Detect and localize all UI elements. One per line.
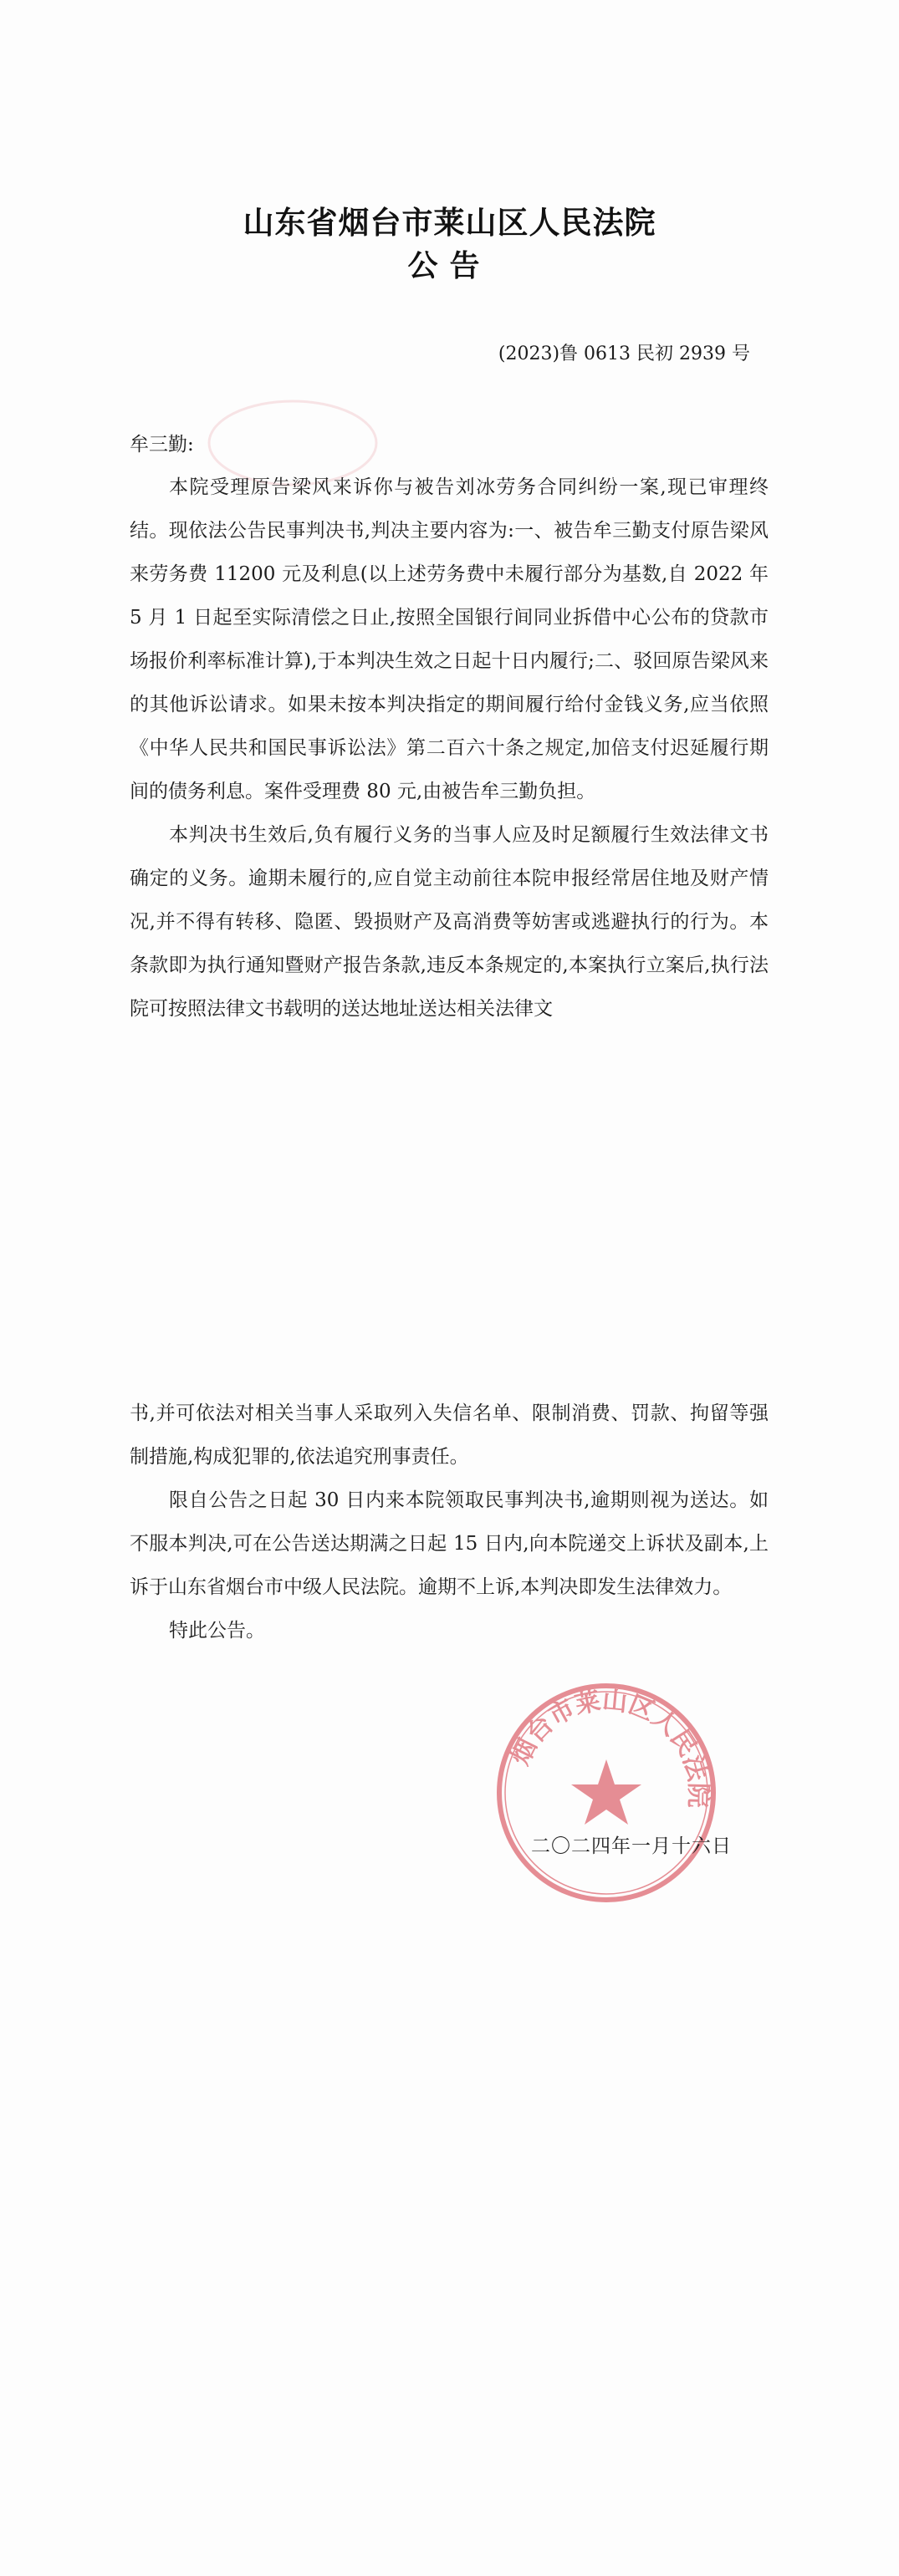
continuation-paragraph: 书,并可依法对相关当事人采取列入失信名单、限制消费、罚款、拘留等强制措施,构成犯罪的,依法追究刑事责任。	[130, 1403, 769, 1468]
court-seal-icon	[493, 1680, 719, 1906]
performance-paragraph: 本判决书生效后,负有履行义务的当事人应及时足额履行生效法律文书确定的义务。逾期未履行的,应自觉主动前往本院申报经常居住地及财产情况,并不得有转移、隐匿、毁损财产及高消费等妨害或逃避执行的行为。本条款即为执行通知暨财产报告条款,违反本条规定的,本案执行立案后,执行法院可按照法律文书载明的送达地址送达相关法律文	[130, 824, 769, 1020]
judgment-paragraph: 本院受理原告梁风来诉你与被告刘冰劳务合同纠纷一案,现已审理终结。现依法公告民事判决书,判决主要内容为:一、被告牟三勤支付原告梁风来劳务费 11200 元及利息(以上述劳务费中未履行部分为基数,自 2022 年 5 月 1 日起至实际清偿之日止,按照全国银行间同业拆借中心公布的贷款市场报价利率标准计算),于本判决生效之日起十日内履行;二、驳回原告梁风来的其他诉讼请求。如果未按本判决指定的期间履行给付金钱义务,应当依照《中华人民共和国民事诉讼法》第二百六十条之规定,加倍支付迟延履行期间的债务利息。案件受理费 80 元,由被告牟三勤负担。	[130, 476, 769, 802]
service-paragraph: 限自公告之日起 30 日内来本院领取民事判决书,逾期则视为送达。如不服本判决,可在公告送达期满之日起 15 日内,向本院递交上诉状及副本,上诉于山东省烟台市中级人民法院。逾期不上诉,本判决即发生法律效力。	[130, 1489, 769, 1598]
case-number: (2023)鲁 0613 民初 2939 号	[498, 344, 750, 364]
court-name: 山东省烟台市莱山区人民法院	[243, 204, 656, 241]
notice-date: 二〇二四年一月十六日	[531, 1835, 732, 1857]
notice-title: 公告	[407, 248, 492, 283]
addressee: 牟三勤:	[130, 434, 194, 456]
closing-phrase: 特此公告。	[169, 1620, 265, 1642]
body-section-1	[130, 466, 769, 1031]
svg-text:烟台市莱山区人民法院: 烟台市莱山区人民法院	[505, 1686, 713, 1809]
body-section-2	[130, 1392, 769, 1652]
